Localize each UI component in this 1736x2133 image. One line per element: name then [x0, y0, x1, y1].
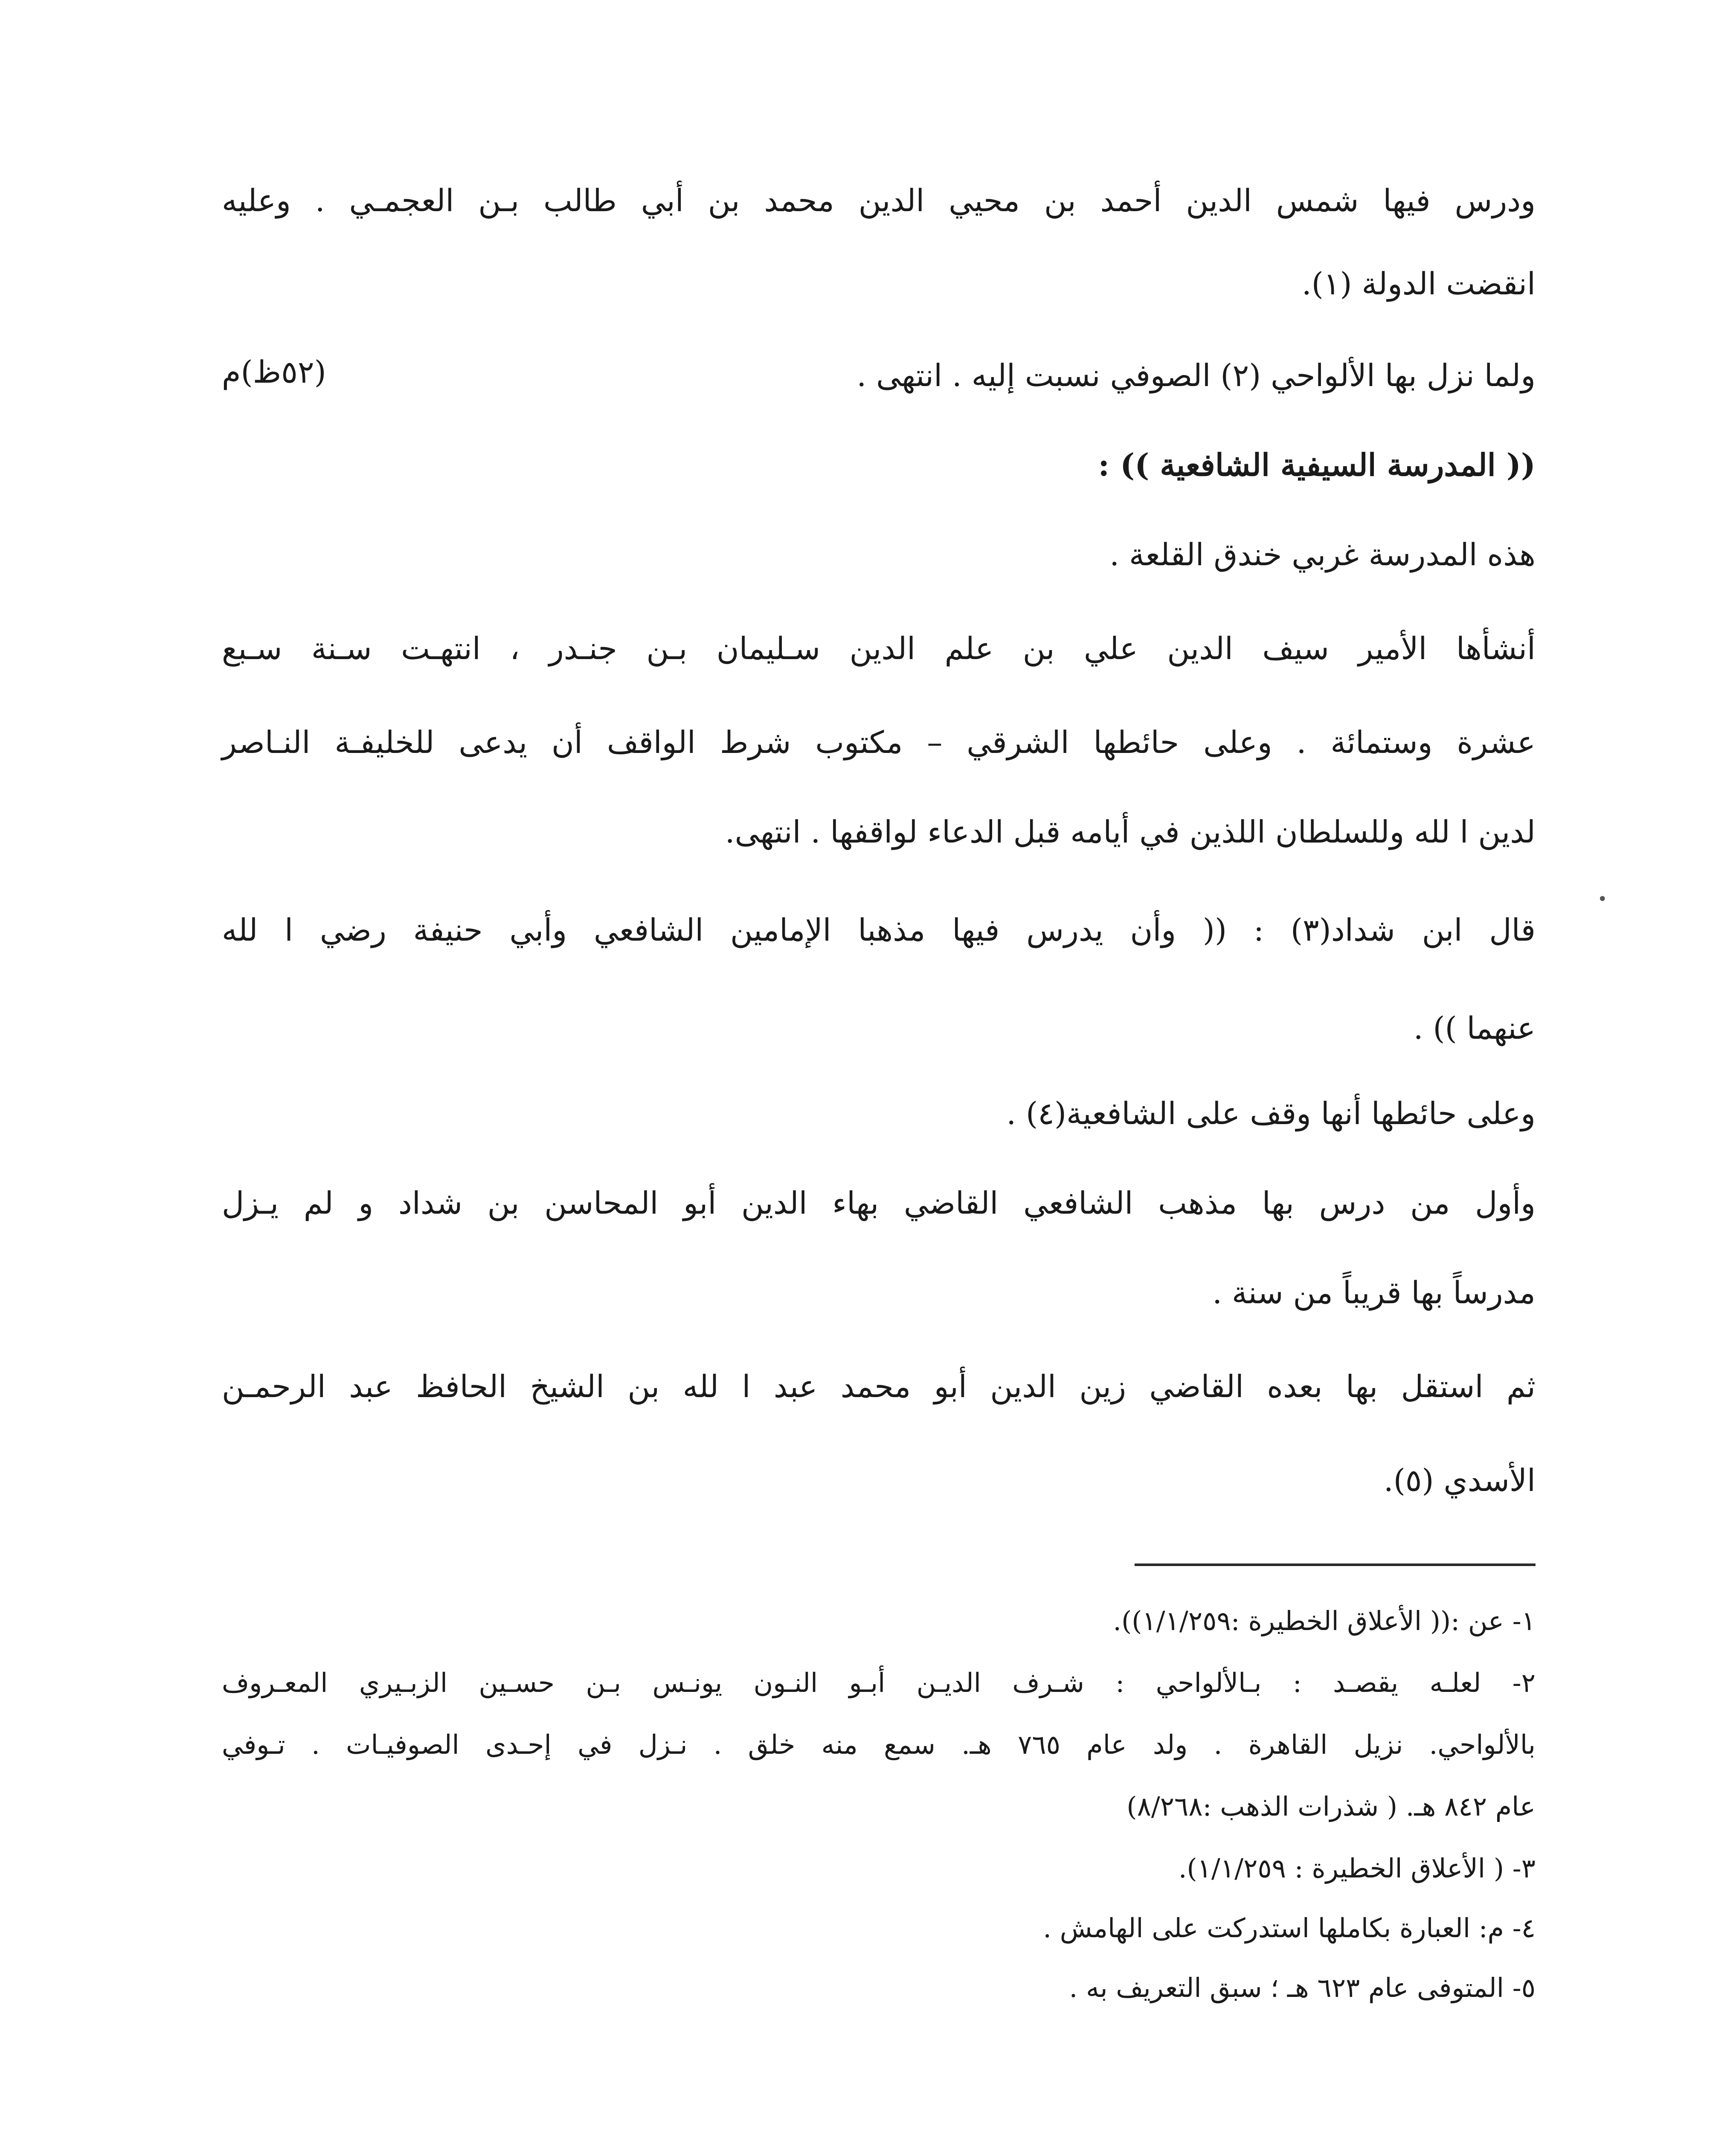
- body-line: ولما نزل بها الألواحي (٢) الصوفي نسبت إليه . انتهى .: [856, 357, 1536, 393]
- footnote-separator: [1135, 1563, 1536, 1566]
- body-line: انقضت الدولة (١).: [1301, 266, 1536, 302]
- body-line: عنهما )) .: [1413, 1010, 1536, 1046]
- stray-dot: •: [1597, 889, 1608, 909]
- footnote: ٢- لعلـه يقصـد : بـالألواحي : شـرف الديـن أبـو النـون يونـس بـن حسـين الزبـيري المعـروف: [222, 1667, 1536, 1698]
- footnote: ١- عن :(( الأعلاق الخطيرة :١/١/٢٥٩)).: [1113, 1605, 1536, 1636]
- body-line: أنشأها الأمير سيف الدين علي بن علم الدين سـليمان بـن جنـدر ، انتهـت سـنة سـبع: [222, 631, 1536, 666]
- body-line: الأسدي (٥).: [1383, 1462, 1536, 1498]
- body-line: وأول من درس بها مذهب الشافعي القاضي بهاء الدين أبو المحاسن بن شداد و لم يـزل: [222, 1185, 1536, 1221]
- section-heading: (( المدرسة السيفية الشافعية )) :: [1098, 447, 1536, 483]
- body-line: هذه المدرسة غربي خندق القلعة .: [1109, 537, 1536, 572]
- body-line: ودرس فيها شمس الدين أحمد بن محيي الدين محمد بن أبي طالب بـن العجمـي . وعليه: [222, 183, 1536, 218]
- footnote: ٤- م: العبارة بكاملها استدركت على الهامش .: [1043, 1912, 1536, 1944]
- body-line: قال ابن شداد(٣) : (( وأن يدرس فيها مذهبا الإمامين الشافعي وأبي حنيفة رضي ا لله: [222, 912, 1536, 948]
- body-line: ثم استقل بها بعده القاضي زين الدين أبو محمد عبد ا لله بن الشيخ الحافظ عبد الرحمـن: [222, 1369, 1536, 1404]
- body-line: عشرة وستمائة . وعلى حائطها الشرقي – مكتوب شرط الواقف أن يدعى للخليفـة النـاصر: [222, 724, 1536, 760]
- body-line: وعلى حائطها أنها وقف على الشافعية(٤) .: [1006, 1096, 1536, 1131]
- body-line: مدرساً بها قريباً من سنة .: [1212, 1275, 1536, 1311]
- footnote: عام ٨٤٢ هـ. ( شذرات الذهب :٨/٢٦٨): [1126, 1791, 1536, 1822]
- footnote: ٥- المتوفى عام ٦٢٣ هـ ؛ سبق التعريف به .: [1069, 1972, 1536, 2003]
- footnote: بالألواحي. نزيل القاهرة . ولد عام ٧٦٥ هـ. سمع منه خلق . نـزل في إحـدى الصوفيـات . تـوفي: [222, 1729, 1536, 1760]
- body-line: لدين ا لله وللسلطان اللذين في أيامه قبل الدعاء لواقفها . انتهى.: [725, 814, 1536, 850]
- footnote: ٣- ( الأعلاق الخطيرة : ١/١/٢٥٩).: [1178, 1853, 1536, 1884]
- manuscript-folio-note: (٥٢ظ)م: [222, 354, 326, 390]
